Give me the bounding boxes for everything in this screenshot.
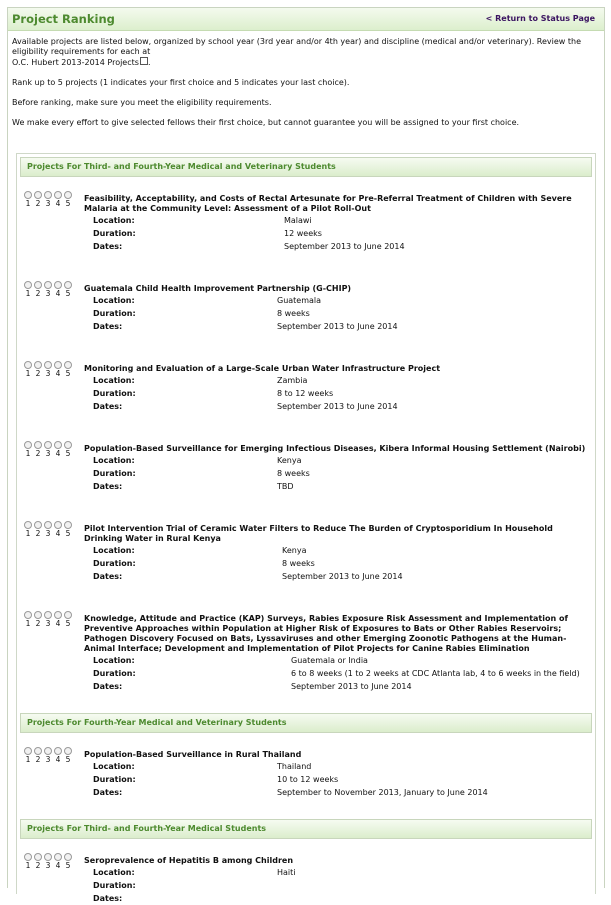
rank-number: 1 <box>25 861 31 870</box>
project-duration-row <box>84 879 595 892</box>
rank-number: 2 <box>35 289 41 298</box>
rank-number: 3 <box>45 861 51 870</box>
location-value: Zambia <box>277 376 308 385</box>
project-item <box>17 361 595 413</box>
project-dates-row <box>84 400 595 413</box>
rank-radio-2[interactable] <box>33 747 43 765</box>
rank-number: 1 <box>25 199 31 208</box>
duration-label: Duration: <box>93 309 136 318</box>
radio-button[interactable] <box>44 361 52 369</box>
project-ranking-panel <box>7 7 605 903</box>
rank-radio-group <box>23 281 83 299</box>
project-duration-row <box>84 667 595 680</box>
intro-paragraph: We make every effort to give selected fellows their first choice, but cannot guarantee you will be assigned to your first choice. <box>12 118 520 127</box>
rank-number: 2 <box>35 449 41 458</box>
project-duration-row <box>84 467 595 480</box>
rank-radio-3[interactable] <box>43 281 53 299</box>
rank-number: 1 <box>25 449 31 458</box>
rank-radio-3[interactable] <box>43 441 53 459</box>
rank-number: 2 <box>35 755 41 764</box>
rank-radio-1[interactable] <box>23 521 33 539</box>
rank-radio-2[interactable] <box>33 361 43 379</box>
rank-number: 3 <box>45 449 51 458</box>
intro-paragraph: Available projects are listed below, organized by school year (3rd year and/or 4th year) and discipline (medical and/or veterinary). Review the eligibility requirements for each at <box>12 37 582 56</box>
rank-number: 4 <box>55 619 61 628</box>
location-label: Location: <box>93 656 135 665</box>
rank-number: 5 <box>65 289 71 298</box>
duration-label: Duration: <box>93 389 136 398</box>
location-value: Guatemala <box>277 296 322 305</box>
rank-radio-3[interactable] <box>43 521 53 539</box>
rank-radio-1[interactable] <box>23 853 33 871</box>
rank-radio-1[interactable] <box>23 191 33 209</box>
page-title: Project Ranking <box>12 12 115 26</box>
rank-radio-2[interactable] <box>33 521 43 539</box>
dates-label: Dates: <box>93 402 123 411</box>
project-dates-row <box>84 892 595 905</box>
dates-value: September 2013 to June 2014 <box>277 322 398 331</box>
rank-radio-3[interactable] <box>43 191 53 209</box>
duration-label: Duration: <box>93 775 136 784</box>
project-dates-row <box>84 240 595 253</box>
section-header: Projects For Third- and Fourth-Year Medical Students <box>20 819 592 839</box>
rank-radio-group <box>23 441 83 459</box>
rank-number: 1 <box>25 369 31 378</box>
rank-radio-5[interactable] <box>63 441 73 459</box>
location-label: Location: <box>93 546 135 555</box>
project-duration-row <box>84 387 595 400</box>
rank-radio-2[interactable] <box>33 853 43 871</box>
location-value: Thailand <box>277 762 312 771</box>
radio-button[interactable] <box>44 521 52 529</box>
project-location-row <box>84 294 595 307</box>
rank-radio-5[interactable] <box>63 853 73 871</box>
radio-button[interactable] <box>34 521 42 529</box>
project-location-row <box>84 374 595 387</box>
project-dates-row <box>84 480 595 493</box>
radio-button[interactable] <box>64 191 72 199</box>
project-title: Population-Based Surveillance in Rural Thailand <box>84 750 302 759</box>
rank-number: 3 <box>45 529 51 538</box>
rank-number: 1 <box>25 289 31 298</box>
return-to-status-link[interactable]: < Return to Status Page <box>485 14 595 23</box>
rank-number: 3 <box>45 369 51 378</box>
duration-label: Duration: <box>93 229 136 238</box>
radio-button[interactable] <box>44 441 52 449</box>
radio-button[interactable] <box>44 611 52 619</box>
radio-button[interactable] <box>24 281 32 289</box>
rank-radio-4[interactable] <box>53 361 63 379</box>
dates-value: TBD <box>277 482 294 491</box>
duration-value: 8 weeks <box>277 469 310 478</box>
rank-number: 4 <box>55 449 61 458</box>
project-duration-row <box>84 307 595 320</box>
rank-number: 3 <box>45 199 51 208</box>
duration-value: 10 to 12 weeks <box>277 775 339 784</box>
project-location-row <box>84 760 595 773</box>
project-item <box>17 747 595 799</box>
location-label: Location: <box>93 762 135 771</box>
rank-radio-2[interactable] <box>33 441 43 459</box>
radio-button[interactable] <box>54 853 62 861</box>
rank-radio-1[interactable] <box>23 611 33 629</box>
location-value: Haiti <box>277 868 296 877</box>
rank-number: 1 <box>25 529 31 538</box>
project-item <box>17 521 595 583</box>
rank-number: 3 <box>45 619 51 628</box>
rank-radio-1[interactable] <box>23 747 33 765</box>
radio-button[interactable] <box>44 281 52 289</box>
rank-number: 1 <box>25 755 31 764</box>
rank-radio-5[interactable] <box>63 611 73 629</box>
project-title: Guatemala Child Health Improvement Partnership (G-CHIP) <box>84 284 352 293</box>
rank-radio-4[interactable] <box>53 747 63 765</box>
dates-label: Dates: <box>93 682 123 691</box>
radio-button[interactable] <box>24 441 32 449</box>
panel-header <box>8 8 604 31</box>
intro-paragraph: Before ranking, make sure you meet the eligibility requirements. <box>12 98 272 107</box>
rank-number: 5 <box>65 369 71 378</box>
rank-radio-3[interactable] <box>43 747 53 765</box>
rank-number: 3 <box>45 755 51 764</box>
rank-radio-group <box>23 611 83 629</box>
intro-text: Available projects are listed below, organized by school year (3rd year and/or 4th year) and discipline (medical and/or veterinary). Review the eligibility requirements for each at O.C. Hubert 2013-2014 Projects . Rank up to 5 projects (1 indicates your first choice and 5 indicates your last choice). Before ranking, make sure you meet the eligibility requirements. We make every effort to give selected fellows their first choice, but cannot guarantee you will be assigned to your first choice. <box>8 31 604 128</box>
rank-radio-5[interactable] <box>63 281 73 299</box>
radio-button[interactable] <box>34 853 42 861</box>
rank-radio-group <box>23 191 83 209</box>
rank-number: 1 <box>25 619 31 628</box>
project-title: Seroprevalence of Hepatitis B among Children <box>84 856 294 865</box>
radio-button[interactable] <box>24 521 32 529</box>
project-title: Population-Based Surveillance for Emerging Infectious Diseases, Kibera Informal Housing Settlement (Nairobi) <box>84 444 586 453</box>
rank-radio-2[interactable] <box>33 611 43 629</box>
rank-number: 5 <box>65 861 71 870</box>
dates-value: September 2013 to June 2014 <box>282 572 403 581</box>
rank-radio-1[interactable] <box>23 441 33 459</box>
radio-button[interactable] <box>34 611 42 619</box>
dates-value: September 2013 to June 2014 <box>277 402 398 411</box>
rank-number: 5 <box>65 449 71 458</box>
duration-value: 8 weeks <box>282 559 315 568</box>
duration-value: 12 weeks <box>284 229 322 238</box>
dates-label: Dates: <box>93 482 123 491</box>
duration-value: 6 to 8 weeks (1 to 2 weeks at CDC Atlanta lab, 4 to 6 weeks in the field) <box>291 669 580 678</box>
location-label: Location: <box>93 296 135 305</box>
radio-button[interactable] <box>54 611 62 619</box>
projects-link-label: O.C. Hubert 2013-2014 Projects <box>12 58 139 67</box>
dates-value: September to November 2013, January to June 2014 <box>277 788 488 797</box>
project-location-row <box>84 544 595 557</box>
radio-button[interactable] <box>54 281 62 289</box>
rank-radio-4[interactable] <box>53 521 63 539</box>
rank-number: 4 <box>55 861 61 870</box>
rank-number: 4 <box>55 369 61 378</box>
rank-number: 2 <box>35 619 41 628</box>
duration-value: 8 to 12 weeks <box>277 389 334 398</box>
project-item <box>17 611 595 693</box>
rank-radio-group <box>23 747 83 765</box>
location-value: Guatemala or India <box>291 656 368 665</box>
project-title: Pilot Intervention Trial of Ceramic Water Filters to Reduce The Burden of Cryptosporidium In Household Drinking Water in Rural Kenya <box>84 524 553 543</box>
radio-button[interactable] <box>64 441 72 449</box>
radio-button[interactable] <box>64 281 72 289</box>
project-location-row <box>84 654 595 667</box>
projects-link[interactable] <box>12 58 148 67</box>
rank-radio-3[interactable] <box>43 361 53 379</box>
rank-number: 5 <box>65 755 71 764</box>
dates-label: Dates: <box>93 788 123 797</box>
location-value: Kenya <box>282 546 307 555</box>
location-label: Location: <box>93 868 135 877</box>
location-label: Location: <box>93 216 135 225</box>
rank-radio-5[interactable] <box>63 361 73 379</box>
radio-button[interactable] <box>44 191 52 199</box>
project-title: Knowledge, Attitude and Practice (KAP) Surveys, Rabies Exposure Risk Assessment and Implementation of Preventive Approaches within Population at Higher Risk of Exposures to Bats or Other Rabies Reservoirs; Pathogen Discovery Focused on Bats, Lyssaviruses and other Emerging Zoonotic Pathogens at the Human-Animal Interface; Development and Implementation of Pilot Projects for Canine Rabies Elimination <box>84 614 568 653</box>
project-dates-row <box>84 786 595 799</box>
radio-button[interactable] <box>64 521 72 529</box>
duration-label: Duration: <box>93 559 136 568</box>
project-item <box>17 441 595 493</box>
rank-radio-4[interactable] <box>53 441 63 459</box>
rank-number: 5 <box>65 529 71 538</box>
rank-number: 4 <box>55 755 61 764</box>
project-location-row <box>84 454 595 467</box>
radio-button[interactable] <box>44 853 52 861</box>
section-header: Projects For Third- and Fourth-Year Medical and Veterinary Students <box>20 157 592 177</box>
rank-radio-1[interactable] <box>23 281 33 299</box>
project-title: Feasibility, Acceptability, and Costs of Rectal Artesunate for Pre-Referral Treatment of Children with Severe Malaria at the Community Level: Assessment of a Pilot Roll-Out <box>84 194 572 213</box>
rank-radio-2[interactable] <box>33 281 43 299</box>
radio-button[interactable] <box>54 191 62 199</box>
radio-button[interactable] <box>24 611 32 619</box>
dates-label: Dates: <box>93 322 123 331</box>
project-item <box>17 281 595 333</box>
dates-value: September 2013 to June 2014 <box>291 682 412 691</box>
rank-number: 2 <box>35 369 41 378</box>
rank-radio-4[interactable] <box>53 281 63 299</box>
rank-radio-group <box>23 853 83 871</box>
rank-radio-5[interactable] <box>63 747 73 765</box>
rank-number: 2 <box>35 529 41 538</box>
duration-value: 8 weeks <box>277 309 310 318</box>
rank-number: 4 <box>55 529 61 538</box>
duration-label: Duration: <box>93 469 136 478</box>
radio-button[interactable] <box>24 747 32 755</box>
duration-label: Duration: <box>93 669 136 678</box>
rank-radio-1[interactable] <box>23 361 33 379</box>
rank-radio-3[interactable] <box>43 853 53 871</box>
external-link-icon <box>140 57 148 65</box>
duration-label: Duration: <box>93 881 136 890</box>
rank-number: 5 <box>65 619 71 628</box>
radio-button[interactable] <box>64 361 72 369</box>
radio-button[interactable] <box>34 281 42 289</box>
radio-button[interactable] <box>54 747 62 755</box>
dates-label: Dates: <box>93 242 123 251</box>
project-duration-row <box>84 557 595 570</box>
radio-button[interactable] <box>34 361 42 369</box>
dates-value: September 2013 to June 2014 <box>284 242 405 251</box>
radio-button[interactable] <box>54 441 62 449</box>
rank-number: 2 <box>35 861 41 870</box>
dates-label: Dates: <box>93 894 123 903</box>
rank-radio-4[interactable] <box>53 191 63 209</box>
radio-button[interactable] <box>54 361 62 369</box>
radio-button[interactable] <box>34 747 42 755</box>
rank-number: 5 <box>65 199 71 208</box>
rank-radio-4[interactable] <box>53 853 63 871</box>
project-item <box>17 853 595 905</box>
radio-button[interactable] <box>44 747 52 755</box>
radio-button[interactable] <box>34 441 42 449</box>
rank-radio-4[interactable] <box>53 611 63 629</box>
rank-number: 2 <box>35 199 41 208</box>
rank-radio-group <box>23 521 83 539</box>
radio-button[interactable] <box>64 611 72 619</box>
rank-number: 4 <box>55 199 61 208</box>
project-location-row <box>84 214 595 227</box>
rank-number: 4 <box>55 289 61 298</box>
project-item <box>17 191 595 253</box>
radio-button[interactable] <box>24 361 32 369</box>
rank-radio-5[interactable] <box>63 521 73 539</box>
section-header: Projects For Fourth-Year Medical and Veterinary Students <box>20 713 592 733</box>
location-label: Location: <box>93 376 135 385</box>
rank-number: 3 <box>45 289 51 298</box>
project-duration-row <box>84 773 595 786</box>
radio-button[interactable] <box>24 191 32 199</box>
radio-button[interactable] <box>34 191 42 199</box>
location-value: Malawi <box>284 216 312 225</box>
intro-paragraph: Rank up to 5 projects (1 indicates your first choice and 5 indicates your last choice). <box>12 78 350 87</box>
rank-radio-group <box>23 361 83 379</box>
project-duration-row <box>84 227 595 240</box>
radio-button[interactable] <box>64 853 72 861</box>
radio-button[interactable] <box>24 853 32 861</box>
location-label: Location: <box>93 456 135 465</box>
radio-button[interactable] <box>64 747 72 755</box>
projects-container <box>16 153 596 903</box>
project-dates-row <box>84 320 595 333</box>
project-dates-row <box>84 680 595 693</box>
rank-radio-2[interactable] <box>33 191 43 209</box>
dates-label: Dates: <box>93 572 123 581</box>
rank-radio-3[interactable] <box>43 611 53 629</box>
project-title: Monitoring and Evaluation of a Large-Scale Urban Water Infrastructure Project <box>84 364 441 373</box>
location-value: Kenya <box>277 456 302 465</box>
project-dates-row <box>84 570 595 583</box>
radio-button[interactable] <box>54 521 62 529</box>
rank-radio-5[interactable] <box>63 191 73 209</box>
